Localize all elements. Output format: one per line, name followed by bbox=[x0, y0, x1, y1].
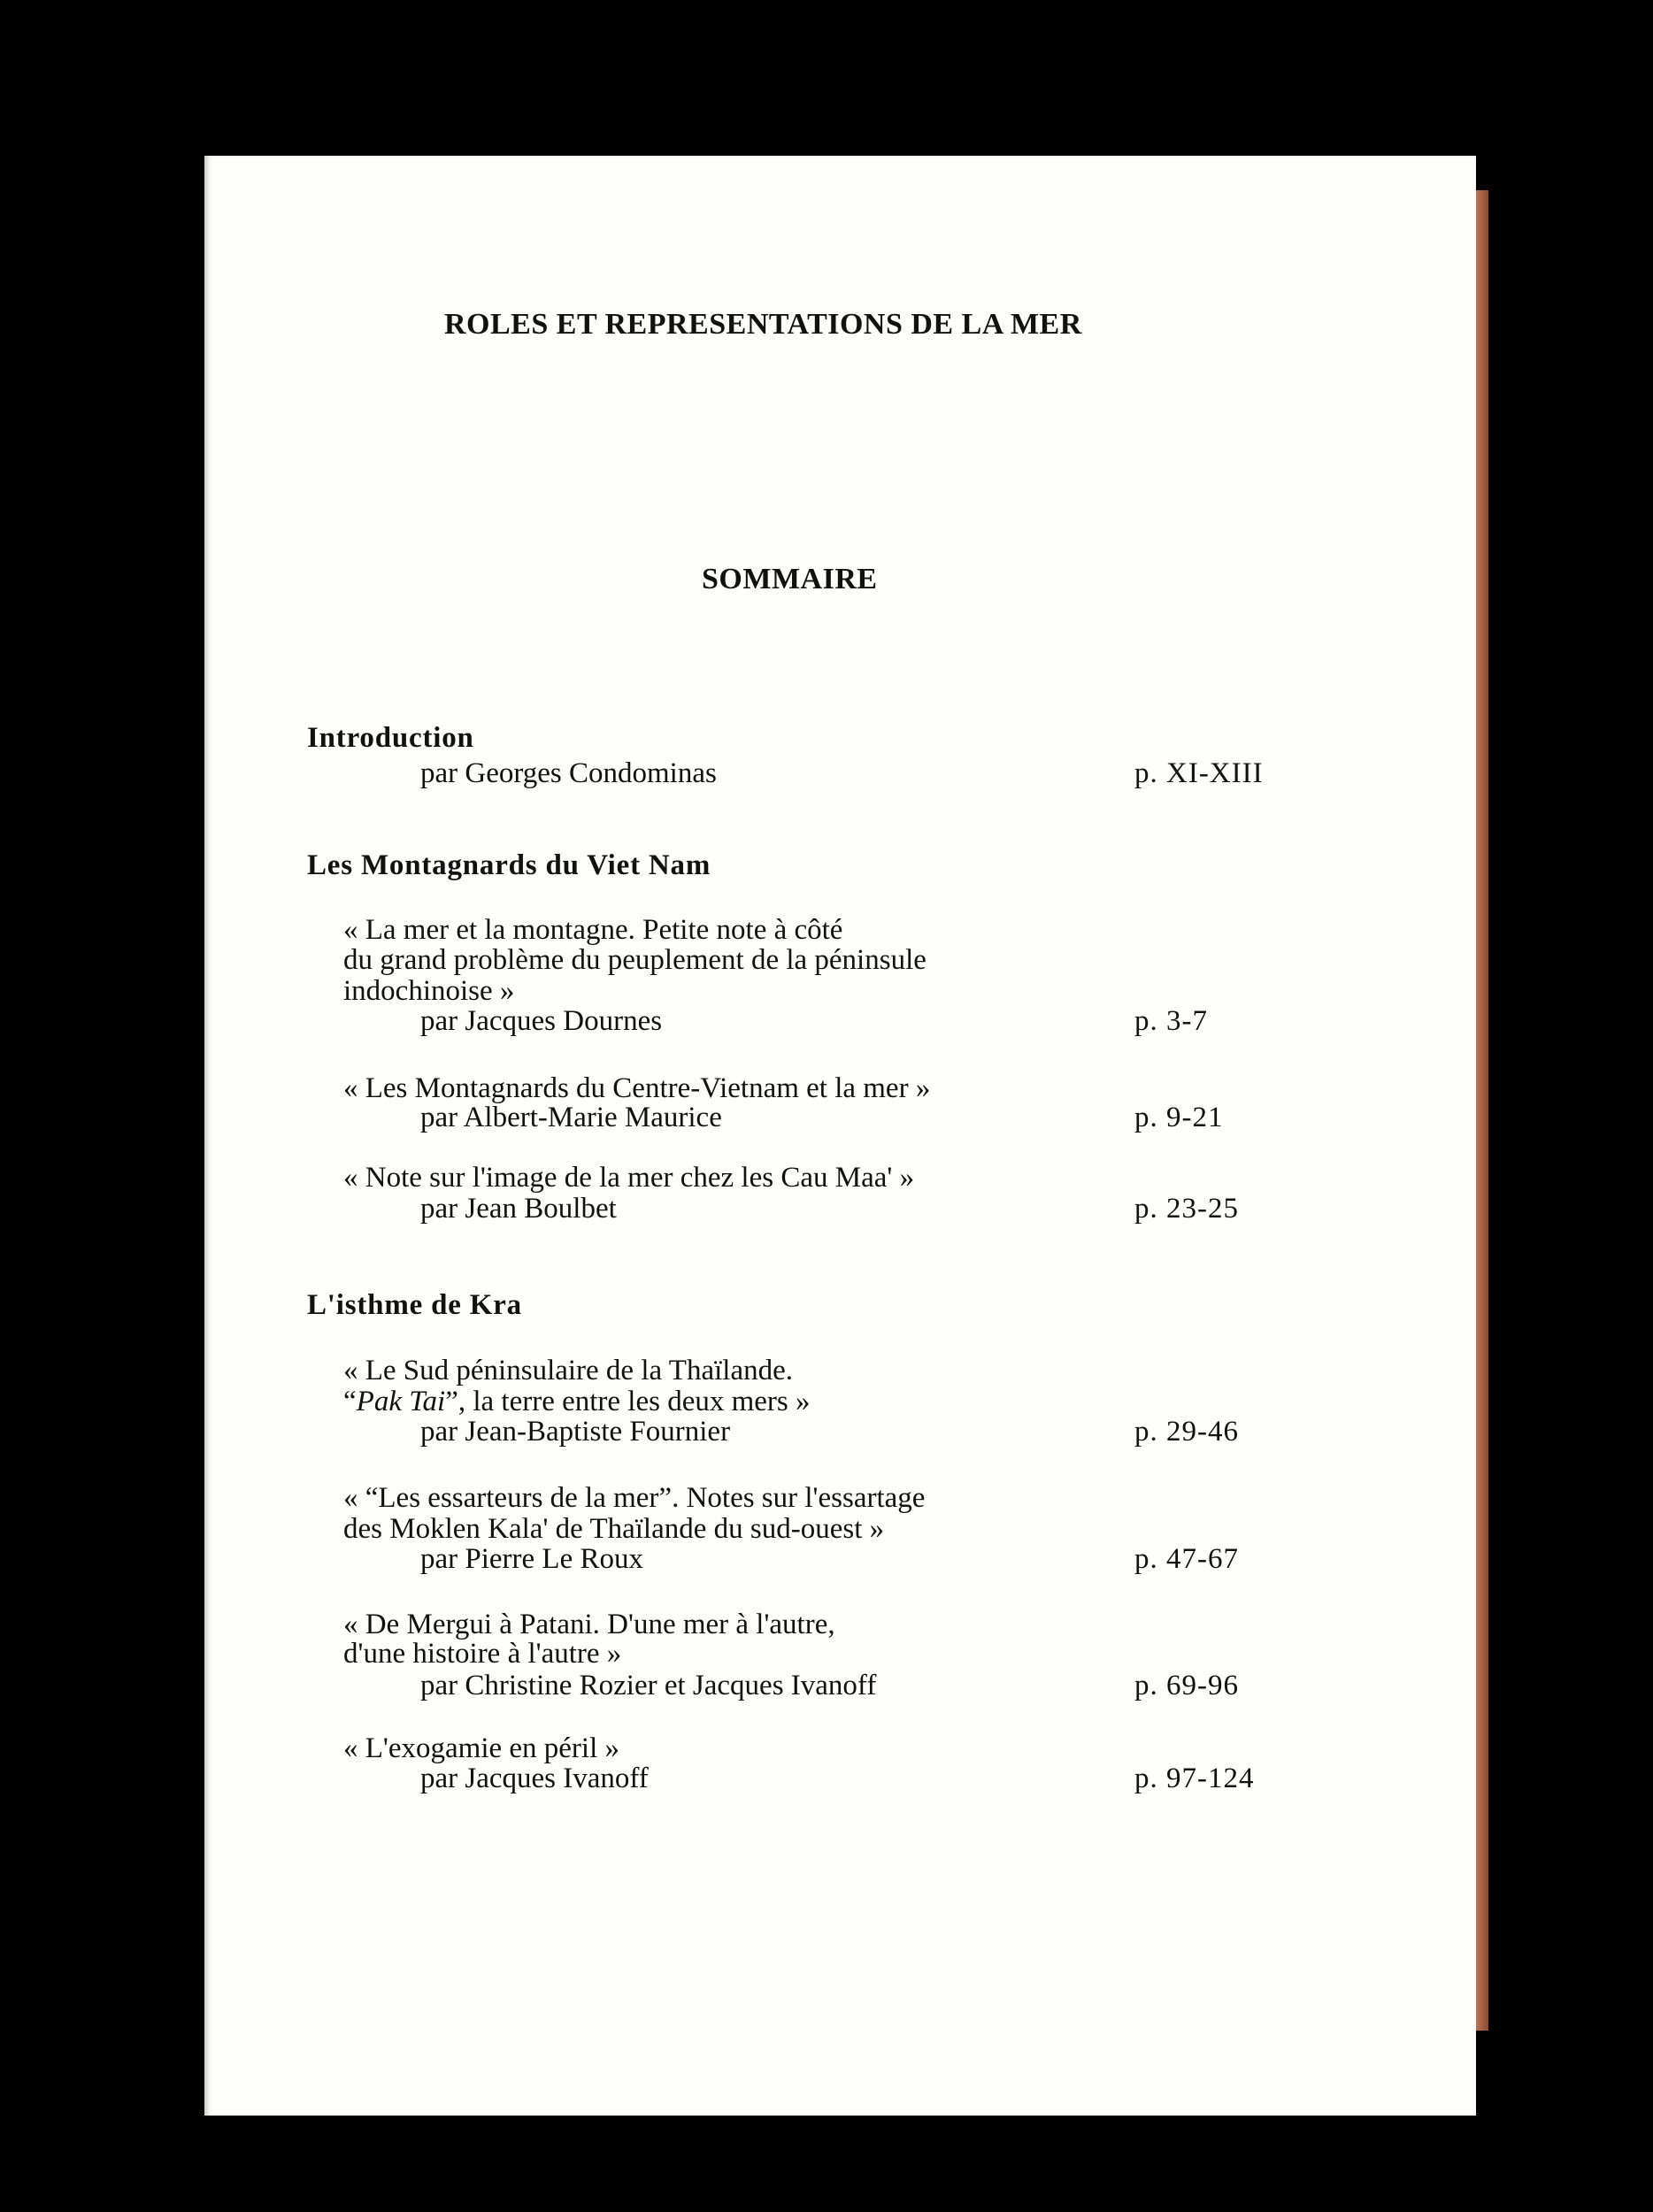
entry-author: par Jean-Baptiste Fournier bbox=[420, 1416, 731, 1448]
entry-title-line: « De Mergui à Patani. D'une mer à l'autre, bbox=[343, 1609, 835, 1640]
entry-pages: p. 9-21 bbox=[1134, 1102, 1224, 1133]
section-heading: Les Montagnards du Viet Nam bbox=[307, 849, 711, 881]
entry-title-italic: Pak Tai bbox=[356, 1386, 446, 1417]
entry-author: par Pierre Le Roux bbox=[420, 1543, 643, 1575]
entry-title-line: des Moklen Kala' de Thaïlande du sud-ouest » bbox=[343, 1513, 885, 1545]
page-edge bbox=[1476, 190, 1488, 2031]
entry-title-line: “Pak Tai”, la terre entre les deux mers » bbox=[343, 1386, 811, 1417]
entry-pages: p. 29-46 bbox=[1134, 1416, 1239, 1448]
entry-title-line: « Les Montagnards du Centre-Vietnam et la mer » bbox=[343, 1072, 931, 1104]
entry-pages: p. 23-25 bbox=[1134, 1193, 1239, 1225]
section-heading: Introduction bbox=[307, 722, 474, 754]
entry-pages: p. 69-96 bbox=[1134, 1670, 1239, 1701]
entry-title-line: indochinoise » bbox=[343, 975, 515, 1007]
sommaire-heading: SOMMAIRE bbox=[702, 563, 878, 595]
entry-author: par Georges Condominas bbox=[420, 757, 717, 789]
entry-author: par Jacques Dournes bbox=[420, 1005, 663, 1037]
entry-title-line: « Le Sud péninsulaire de la Thaïlande. bbox=[343, 1355, 793, 1386]
document-title: ROLES ET REPRESENTATIONS DE LA MER bbox=[444, 308, 1082, 341]
entry-pages: p. 47-67 bbox=[1134, 1543, 1239, 1575]
entry-author: par Christine Rozier et Jacques Ivanoff bbox=[420, 1670, 877, 1701]
entry-title-line: d'une histoire à l'autre » bbox=[343, 1638, 622, 1670]
section-heading: L'isthme de Kra bbox=[307, 1289, 522, 1321]
entry-title-line: « L'exogamie en péril » bbox=[343, 1732, 620, 1764]
entry-title-line: « Note sur l'image de la mer chez les Cau Maa' » bbox=[343, 1162, 915, 1194]
book-page bbox=[204, 156, 1476, 2116]
entry-title-line: « “Les essarteurs de la mer”. Notes sur l'essartage bbox=[343, 1482, 926, 1514]
entry-title-line: « La mer et la montagne. Petite note à côté bbox=[343, 914, 843, 946]
entry-author: par Jean Boulbet bbox=[420, 1193, 617, 1225]
entry-author: par Albert-Marie Maurice bbox=[420, 1102, 722, 1133]
entry-pages: p. 97-124 bbox=[1134, 1763, 1255, 1794]
entry-title-line: du grand problème du peuplement de la péninsule bbox=[343, 944, 926, 976]
entry-pages: p. 3-7 bbox=[1134, 1005, 1208, 1037]
entry-pages: p. XI-XIII bbox=[1134, 757, 1264, 789]
entry-author: par Jacques Ivanoff bbox=[420, 1763, 649, 1794]
